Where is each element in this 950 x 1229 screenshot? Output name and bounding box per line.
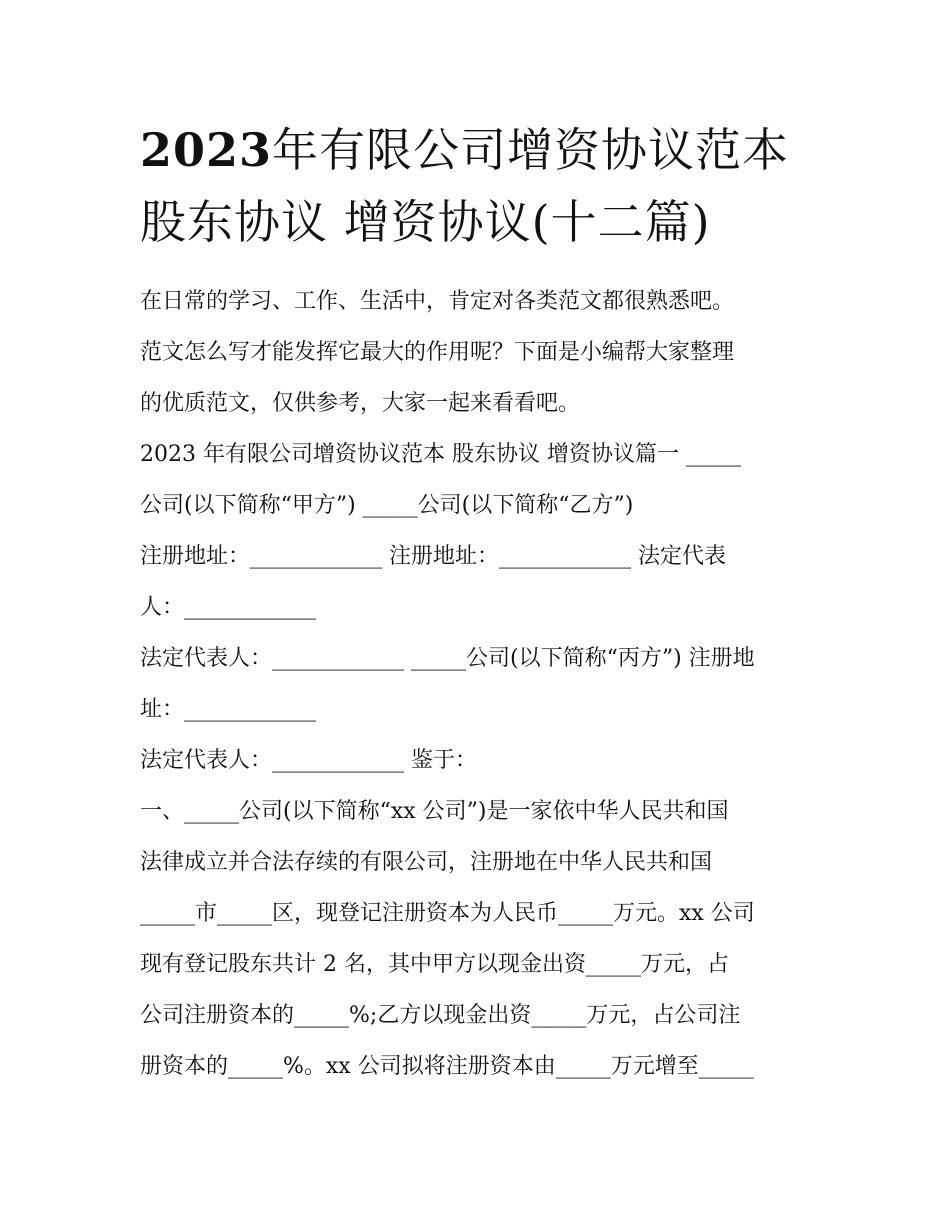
body-line: 注册地址：____________ 注册地址：____________ 法定代表 xyxy=(140,544,726,569)
document-title xyxy=(140,114,820,258)
body-line: 公司注册资本的_____%;乙方以现金出资_____万元，占公司注 xyxy=(140,1003,741,1028)
body-line: 范文怎么写才能发挥它最大的作用呢？下面是小编帮大家整理 xyxy=(140,340,735,365)
body-line: 公司(以下简称“甲方”) _____公司(以下简称“乙方”) xyxy=(140,493,634,518)
body-line: 在日常的学习、工作、生活中，肯定对各类范文都很熟悉吧。 xyxy=(140,289,735,314)
title-line-1 xyxy=(140,114,820,186)
body-line: 法定代表人：____________ _____公司(以下简称“丙方”) 注册地 xyxy=(140,646,755,671)
title-line-2: 股东协议 增资协议(十二篇) xyxy=(140,195,711,249)
body-line: 址：____________ xyxy=(140,697,317,722)
body-line: 一、_____公司(以下简称“xx 公司”)是一家依中华人民共和国 xyxy=(140,799,729,824)
body-line: 的优质范文，仅供参考，大家一起来看看吧。 xyxy=(140,391,581,416)
body-line: 法律成立并合法存续的有限公司，注册地在中华人民共和国 xyxy=(140,850,713,875)
body-line: 册资本的_____%。xx 公司拟将注册资本由_____万元增至_____ xyxy=(140,1054,754,1079)
title-year: 2023 xyxy=(140,123,273,177)
body-line: 法定代表人：____________ 鉴于： xyxy=(140,748,477,773)
document-body xyxy=(140,276,820,1092)
body-line: _____市_____区，现登记注册资本为人民币_____万元。xx 公司 xyxy=(140,901,755,926)
body-line: 现有登记股东共计 2 名，其中甲方以现金出资_____万元，占 xyxy=(140,952,729,977)
body-line: 人：____________ xyxy=(140,595,317,620)
title-line-1-text: 年有限公司增资协议范本 xyxy=(272,123,790,177)
body-line: 2023 年有限公司增资协议范本 股东协议 增资协议篇一 _____ xyxy=(140,442,741,467)
